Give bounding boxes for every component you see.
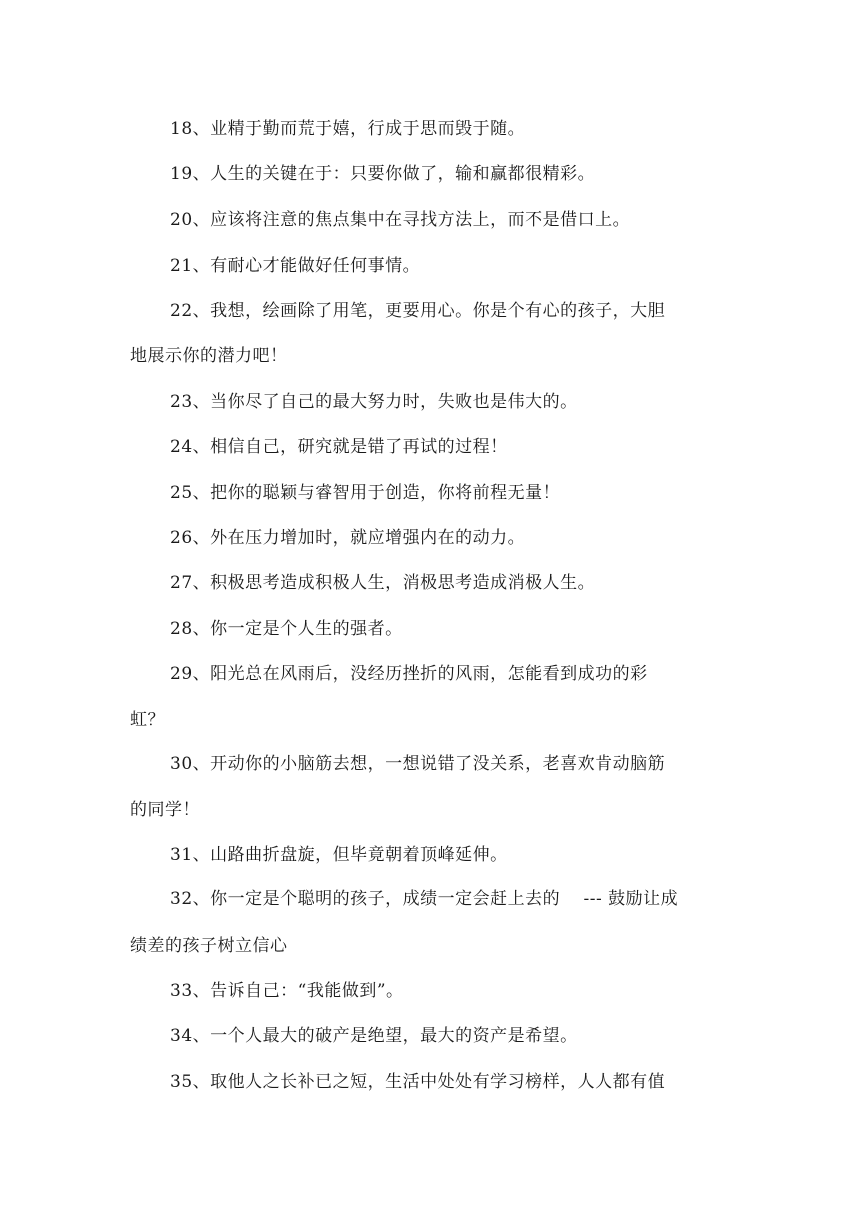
item-29: 29、阳光总在风雨后，没经历挫折的风雨，怎能看到成功的彩	[170, 664, 648, 684]
item-26: 26、外在压力增加时，就应增强内在的动力。	[170, 528, 526, 548]
item-31: 31、山路曲折盘旋，但毕竟朝着顶峰延伸。	[170, 845, 508, 865]
item-30: 30、开动你的小脑筋去想，一想说错了没关系，老喜欢肯动脑筋	[170, 754, 666, 774]
item-23: 23、当你尽了自己的最大努力时，失败也是伟大的。	[170, 392, 578, 412]
item-30-continued: 的同学！	[130, 800, 200, 820]
item-24: 24、相信自己，研究就是错了再试的过程！	[170, 437, 508, 457]
item-22-continued: 地展示你的潜力吧！	[130, 346, 288, 366]
item-19: 19、人生的关键在于：只要你做了，输和赢都很精彩。	[170, 164, 596, 184]
item-35: 35、取他人之长补已之短，生活中处处有学习榜样，人人都有值	[170, 1072, 666, 1092]
item-32-continued: 绩差的孩子树立信心	[130, 936, 288, 956]
item-18: 18、业精于勤而荒于嬉，行成于思而毁于随。	[170, 119, 526, 139]
item-21: 21、有耐心才能做好任何事情。	[170, 256, 421, 276]
item-25: 25、把你的聪颖与睿智用于创造，你将前程无量！	[170, 483, 561, 503]
item-27: 27、积极思考造成积极人生，消极思考造成消极人生。	[170, 573, 596, 593]
item-22: 22、我想，绘画除了用笔，更要用心。你是个有心的孩子，大胆	[170, 301, 666, 321]
item-20: 20、应该将注意的焦点集中在寻找方法上，而不是借口上。	[170, 210, 631, 230]
item-33: 33、告诉自己：“我能做到”。	[170, 981, 404, 1001]
item-32: 32、你一定是个聪明的孩子，成绩一定会赶上去的 --- 鼓励让成	[170, 889, 679, 909]
item-29-continued: 虹？	[130, 710, 165, 730]
item-34: 34、一个人最大的破产是绝望，最大的资产是希望。	[170, 1026, 578, 1046]
item-28: 28、你一定是个人生的强者。	[170, 619, 403, 639]
